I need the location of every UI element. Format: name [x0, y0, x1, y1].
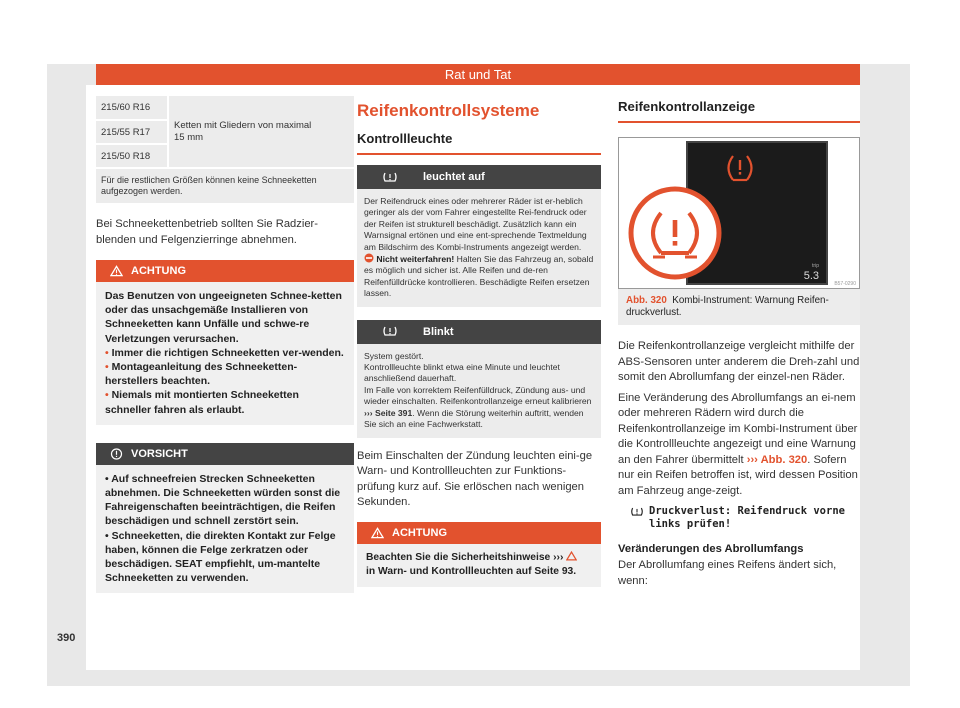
lamp-text-part: Im Falle von korrektem Reifenfülldruck, Zündung aus- und wieder einschalten. Reifenkontrollanzeige erneut kalibrieren	[364, 384, 592, 407]
lamp-header	[357, 165, 601, 189]
paragraph-text: Eine Veränderung des Abrollumfangs an ei-nem oder mehreren Rädern wird durch die Reifenkontrollanzeige im Kombi-Instrument über die Kontrollleuchte angezeigt und eine Warnung an den Fahrer übermittelt	[618, 391, 858, 466]
bullet-icon: •	[105, 389, 112, 402]
figure-code: B57-0290	[834, 281, 856, 287]
tire-pressure-icon	[357, 171, 423, 184]
achtung-intro: Das Benutzen von ungeeigneten Schnee-ketten oder das unsachgemäße Installieren von Schneeketten kann Unfälle und schwe-re Verletzungen verursachen.	[105, 290, 342, 345]
list-item	[105, 472, 346, 529]
trip-value: 5.3	[803, 270, 819, 282]
lamp-block-lit	[357, 165, 601, 307]
figure-caption-text: Kombi-Instrument: Warnung Reifen-druckverlust.	[626, 295, 829, 318]
achtung-body	[96, 282, 354, 425]
lamp-block-blink	[357, 320, 601, 438]
column-right	[618, 85, 860, 589]
lamp-text-part: . Wenn die Störung weiterhin auftritt, wenden Sie sich an eine Fachwerkstatt.	[364, 407, 584, 430]
vorsicht-title: VORSICHT	[131, 447, 188, 460]
display-message	[618, 505, 860, 531]
vorsicht-box	[96, 443, 354, 594]
paragraph: Die Reifenkontrollanzeige vergleicht mithilfe der ABS-Sensoren unter anderem die Dreh-zahl und somit den Abrollumfang der einzel-nen Räder.	[618, 340, 860, 383]
stop-label: Nicht weiterfahren!	[376, 254, 455, 265]
vorsicht-header	[96, 443, 354, 465]
stop-icon	[364, 253, 374, 263]
section-heading: Reifenkontrollanzeige	[618, 99, 860, 123]
list-item-text: Niemals mit montierten Schneeketten schneller fahren als erlaubt.	[105, 389, 299, 416]
subheading: Veränderungen des Abrollumfangs	[618, 543, 804, 555]
list-item-text: Immer die richtigen Schneeketten ver-wenden.	[111, 346, 344, 359]
achtung-box-2	[357, 522, 601, 587]
snow-chain-table	[96, 96, 354, 205]
bullet-icon: •	[105, 361, 112, 374]
warning-triangle-icon	[110, 265, 123, 277]
paragraph: Der Abrollumfang eines Reifens ändert sich, wenn:	[618, 559, 837, 587]
tire-size-cell: 215/55 R17	[96, 120, 168, 144]
list-item-text: Montageanleitung des Schneeketten-herstellers beachten.	[105, 361, 298, 388]
vorsicht-body	[96, 465, 354, 594]
lamp-text: System gestört.	[364, 350, 424, 361]
achtung-body	[357, 544, 601, 587]
table-footnote: Für die restlichen Größen können keine Schneeketten aufgezogen werden.	[96, 168, 354, 204]
info-circle-icon	[110, 448, 123, 460]
bullet-icon: •	[105, 472, 112, 485]
tire-size-cell: 215/50 R18	[96, 144, 168, 168]
table-row	[96, 168, 354, 204]
page-number: 390	[57, 632, 76, 644]
chapter-title: Rat und Tat	[444, 67, 512, 82]
list-item	[105, 388, 346, 416]
chain-paragraph: Bei Schneekettenbetrieb sollten Sie Radzier-blenden und Felgenzierringe abnehmen.	[96, 218, 319, 246]
lamp-description	[357, 344, 601, 438]
chapter-header	[96, 64, 860, 85]
achtung-box	[96, 260, 354, 425]
figure-reference-link[interactable]: ››› Abb. 320	[746, 453, 808, 466]
achtung-header	[96, 260, 354, 282]
list-item-text: Auf schneefreien Strecken Schneeketten abnehmen. Die Schneeketten würden sonst die Fahreigenschaften beeinträchtigen, die Reifen beschädigen und schnell zerstört sein.	[105, 472, 341, 528]
list-item-text: Schneeketten, die direkten Kontakt zur Felge haben, können die Felge zerkratzen oder beschädigen. SEAT empfiehlt, um-mantelte Schneeketten zu verwenden.	[105, 529, 336, 585]
instrument-illustration	[619, 138, 859, 288]
page-content	[86, 85, 860, 670]
paragraph	[618, 391, 860, 500]
lamp-status-label: Blinkt	[423, 325, 454, 338]
achtung-header	[357, 522, 601, 544]
instrument-figure	[618, 137, 860, 289]
lamp-text	[364, 385, 594, 431]
ignition-paragraph: Beim Einschalten der Zündung leuchten eini-ge Warn- und Kontrollleuchten zur Funktions-prüfung kurz auf. Sie erlöschen nach wenigen Sekunden.	[357, 449, 593, 508]
list-item	[105, 360, 346, 388]
figure-caption	[618, 289, 860, 325]
achtung-text-part: Beachten Sie die Sicherheitshinweise ›››	[366, 551, 564, 563]
section-heading: Reifenkontrollsysteme	[357, 101, 540, 120]
column-middle	[357, 85, 601, 587]
warning-triangle-icon	[371, 527, 384, 539]
achtung-text-part: in Warn- und Kontrollleuchten auf Seite 93.	[366, 565, 577, 577]
tire-pressure-icon	[357, 325, 423, 338]
subsection-heading: Kontrollleuchte	[357, 131, 601, 155]
figure-label: Abb. 320	[626, 295, 667, 306]
lamp-header	[357, 320, 601, 344]
chain-spec-cell: Ketten mit Gliedern von maximal 15 mm	[168, 96, 354, 168]
tire-size-cell: 215/60 R16	[96, 96, 168, 120]
lamp-description	[357, 189, 601, 307]
bullet-icon: •	[105, 529, 112, 542]
display-message-text: Druckverlust: Reifendruck vorne links prüfen!	[649, 505, 845, 530]
lamp-text: Der Reifendruck eines oder mehrerer Räder ist er-heblich geringer als der vom Fahrer eingestellte Rei-fendruck oder der Reifen ist strukturell beschädigt. Zusätzlich kann ein Warnsignal ertönen und eine ent-sprechende Textmeldung am Bildschirm des Kombi-Instruments angezeigt werden.	[364, 196, 587, 252]
lamp-text: Kontrollleuchte blinkt etwa eine Minute und leuchtet anschließend dauerhaft.	[364, 362, 560, 384]
list-item	[105, 529, 346, 586]
paragraph-text: . Sofern nur ein Reifen betroffen ist, wird dessen Position am Fahrzeug ange-zeigt.	[618, 453, 858, 497]
stop-text: Halten Sie das Fahrzeug an, sobald es möglich und sicher ist. Alle Reifen und de-ren Reifenfülldrücke kontrollieren. Beschädigte Reifen ersetzen lassen.	[364, 254, 594, 299]
page-reference-link[interactable]: ››› Seite 391	[364, 407, 413, 418]
list-item	[105, 346, 346, 360]
achtung-title: ACHTUNG	[392, 526, 447, 539]
tire-pressure-icon	[630, 506, 644, 518]
achtung-text	[366, 551, 593, 565]
warning-triangle-icon	[566, 551, 577, 561]
column-left	[96, 85, 354, 593]
stop-warning	[364, 253, 594, 300]
trip-label: trip	[812, 263, 819, 269]
lamp-status-label: leuchtet auf	[423, 171, 485, 183]
bullet-icon: •	[105, 346, 112, 359]
achtung-title: ACHTUNG	[131, 265, 186, 277]
table-row	[96, 96, 354, 120]
